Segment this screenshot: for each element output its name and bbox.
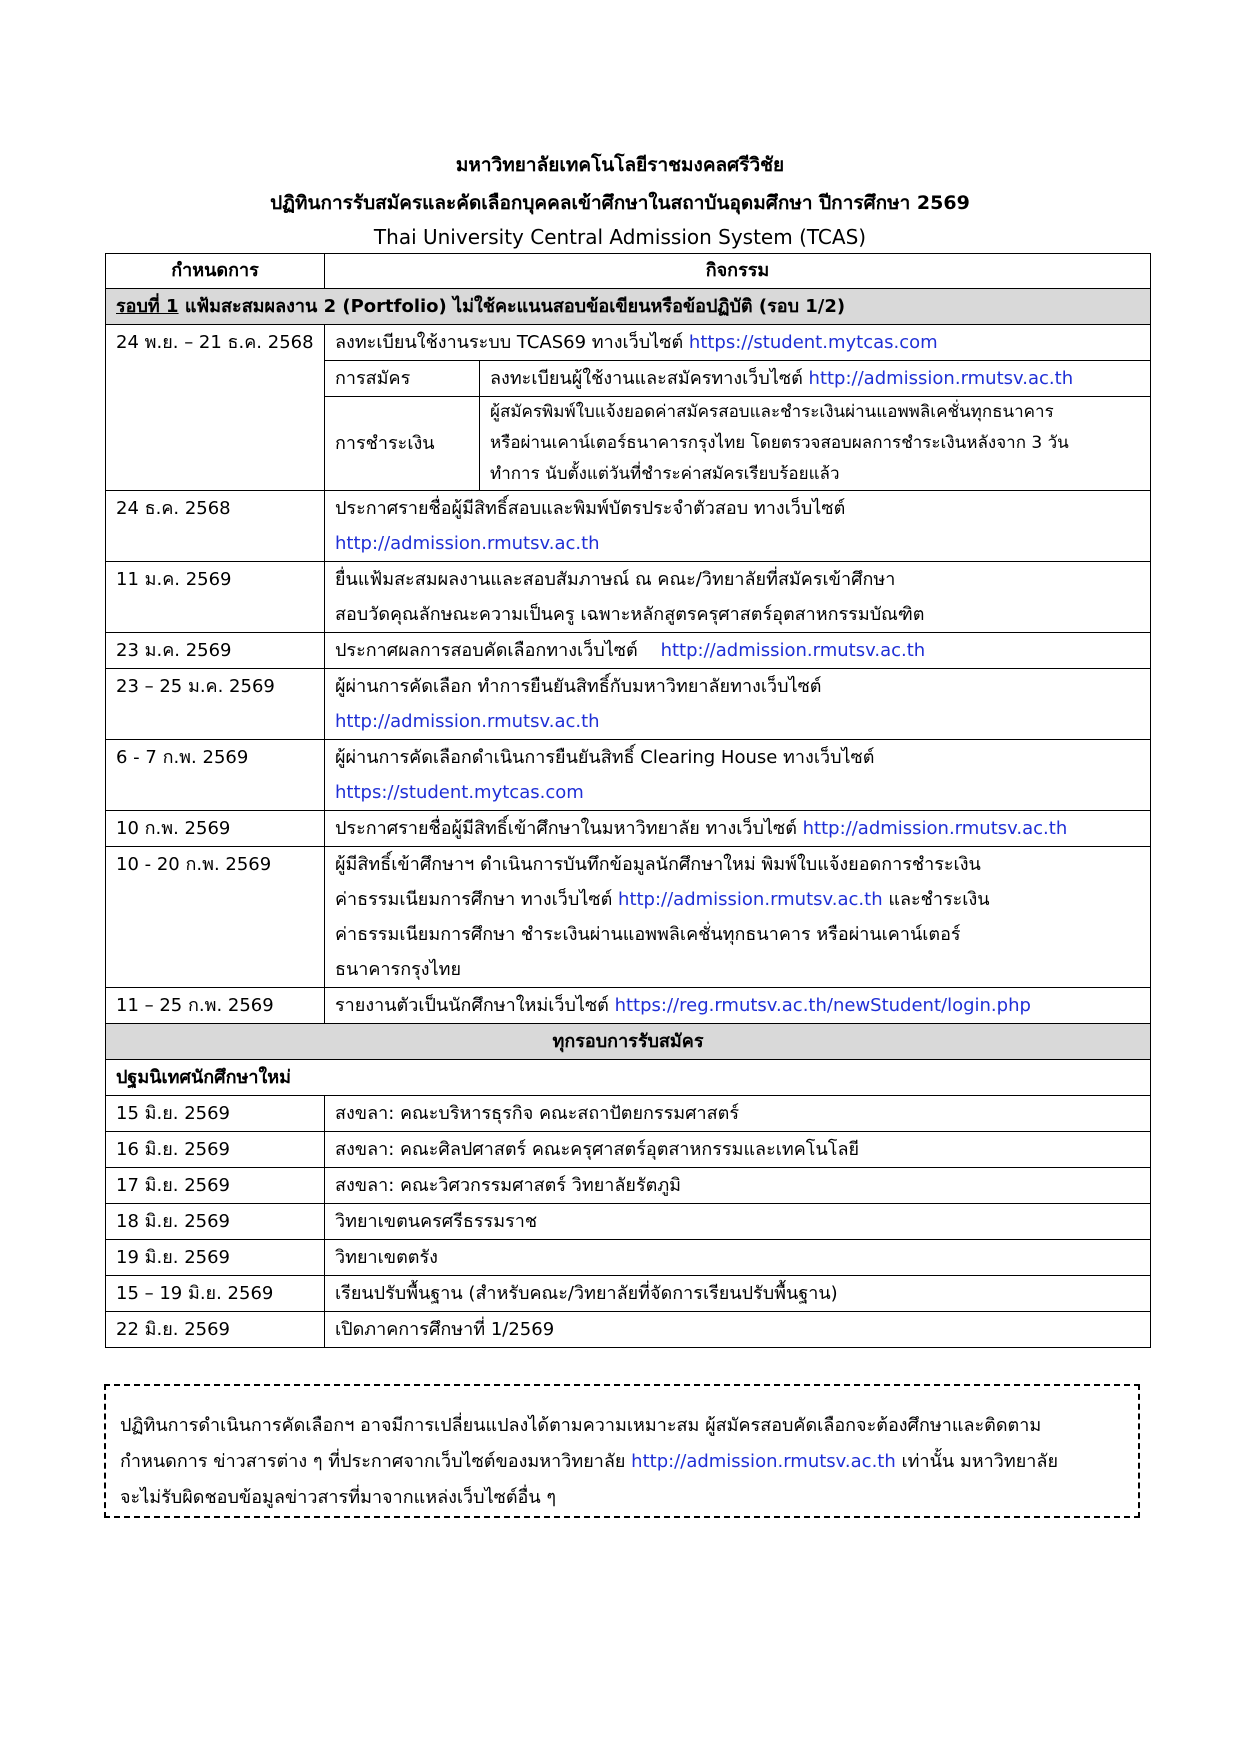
row-text: ผู้ผ่านการคัดเลือกดำเนินการยืนยันสิทธิ์ Clearing House ทางเว็บไซต์: [335, 747, 875, 768]
row-activity: [325, 633, 1151, 669]
note-text: เท่านั้น มหาวิทยาลัย: [895, 1451, 1058, 1472]
calendar-title: ปฏิทินการรับสมัครและคัดเลือกบุคคลเข้าศึกษาในสถาบันอุดมศึกษา ปีการศึกษา 2569: [270, 192, 970, 214]
table-row: [106, 1312, 1151, 1348]
table-row: [106, 1276, 1151, 1312]
payment-line: ผู้สมัครพิมพ์ใบแจ้งยอดค่าสมัครสอบและชำระเงินผ่านแอพพลิเคชั่นทุกธนาคาร: [490, 402, 1054, 422]
column-header-activity: กิจกรรม: [325, 254, 1151, 289]
table-row: [106, 562, 1151, 633]
row-text: ประกาศผลการสอบคัดเลือกทางเว็บไซต์: [335, 640, 661, 661]
row-text-part: และชำระเงิน: [882, 889, 990, 910]
row-date: 10 ก.พ. 2569: [106, 811, 325, 847]
row-date: 10 - 20 ก.พ. 2569: [106, 847, 325, 988]
note-line: [120, 1444, 1124, 1480]
row-activity: [325, 562, 1151, 633]
table-row: [106, 1132, 1151, 1168]
orientation-band: [106, 1060, 1151, 1096]
mytcas-link[interactable]: https://student.mytcas.com: [688, 332, 938, 353]
row-activity: [325, 988, 1151, 1024]
row-activity: สงขลา: คณะบริหารธุรกิจ คณะสถาปัตยกรรมศาสตร์: [325, 1096, 1151, 1132]
admission-link[interactable]: http://admission.rmutsv.ac.th: [335, 533, 600, 554]
row-date: 15 มิ.ย. 2569: [106, 1096, 325, 1132]
row-activity: วิทยาเขตนครศรีธรรมราช: [325, 1204, 1151, 1240]
row-text: ยื่นแฟ้มสะสมผลงานและสอบสัมภาษณ์ ณ คณะ/วิทยาลัยที่สมัครเข้าศึกษา: [335, 569, 896, 590]
admission-link[interactable]: http://admission.rmutsv.ac.th: [618, 889, 883, 910]
table-row: [106, 1096, 1151, 1132]
note-line: ปฏิทินการดำเนินการคัดเลือกฯ อาจมีการเปลี่ยนแปลงได้ตามความเหมาะสม ผู้สมัครสอบคัดเลือกจะต้องศึกษาและติดตาม: [120, 1415, 1042, 1436]
table-header-row: [106, 254, 1151, 289]
sub-activity-payment: [480, 397, 1151, 491]
row-text: ประกาศรายชื่อผู้มีสิทธิ์สอบและพิมพ์บัตรประจำตัวสอบ ทางเว็บไซต์: [335, 498, 846, 519]
row-text: ผู้มีสิทธิ์เข้าศึกษาฯ ดำเนินการบันทึกข้อมูลนักศึกษาใหม่ พิมพ์ใบแจ้งยอดการชำระเงิน: [335, 854, 981, 875]
row-date: 11 – 25 ก.พ. 2569: [106, 988, 325, 1024]
admission-link[interactable]: http://admission.rmutsv.ac.th: [660, 640, 926, 661]
row-text: รายงานตัวเป็นนักศึกษาใหม่เว็บไซต์: [335, 995, 615, 1016]
row-activity: [325, 325, 1151, 361]
table-row: [106, 1168, 1151, 1204]
row-date: 11 ม.ค. 2569: [106, 562, 325, 633]
round1-band: [106, 289, 1151, 325]
row-activity: เรียนปรับพื้นฐาน (สำหรับคณะ/วิทยาลัยที่จัดการเรียนปรับพื้นฐาน): [325, 1276, 1151, 1312]
row-text: สอบวัดคุณลักษณะความเป็นครู เฉพาะหลักสูตรครุศาสตร์อุตสาหกรรมบัณฑิต: [335, 604, 925, 625]
row-activity: สงขลา: คณะศิลปศาสตร์ คณะครุศาสตร์อุตสาหกรรมและเทคโนโลยี: [325, 1132, 1151, 1168]
row-date: 23 – 25 ม.ค. 2569: [106, 669, 325, 740]
round1-label: รอบที่ 1: [116, 296, 179, 317]
round1-desc: แฟ้มสะสมผลงาน 2 (Portfolio) ไม่ใช้คะแนนสอบข้อเขียนหรือข้อปฏิบัติ (รอบ 1/2): [178, 296, 846, 317]
note-line: จะไม่รับผิดชอบข้อมูลข่าวสารที่มาจากแหล่งเว็บไซต์อื่น ๆ: [120, 1487, 557, 1508]
table-row: [106, 325, 1151, 361]
table-row: [106, 1240, 1151, 1276]
row-activity: [325, 669, 1151, 740]
table-row: [106, 811, 1151, 847]
row-text: ลงทะเบียนใช้งานระบบ TCAS69 ทางเว็บไซต์: [335, 332, 689, 353]
row-activity: วิทยาเขตตรัง: [325, 1240, 1151, 1276]
orientation-title: ปฐมนิเทศนักศึกษาใหม่: [106, 1060, 1151, 1096]
tcas-title: Thai University Central Admission System (TCAS): [373, 225, 867, 249]
row-activity: สงขลา: คณะวิศวกรรมศาสตร์ วิทยาลัยรัตภูมิ: [325, 1168, 1151, 1204]
disclaimer-note: [104, 1384, 1140, 1518]
table-row: [106, 491, 1151, 562]
row-date: 24 พ.ย. – 21 ธ.ค. 2568: [106, 325, 325, 491]
row-date: 18 มิ.ย. 2569: [106, 1204, 325, 1240]
table-row: [106, 988, 1151, 1024]
university-name: มหาวิทยาลัยเทคโนโลยีราชมงคลศรีวิชัย: [455, 154, 785, 176]
mytcas-link[interactable]: https://student.mytcas.com: [335, 782, 584, 803]
row-date: 15 – 19 มิ.ย. 2569: [106, 1276, 325, 1312]
row-text: ลงทะเบียนผู้ใช้งานและสมัครทางเว็บไซต์: [490, 368, 809, 389]
row-text: ผู้ผ่านการคัดเลือก ทำการยืนยันสิทธิ์กับมหาวิทยาลัยทางเว็บไซต์: [335, 676, 822, 697]
admission-link[interactable]: http://admission.rmutsv.ac.th: [335, 711, 600, 732]
row-date: 6 - 7 ก.พ. 2569: [106, 740, 325, 811]
payment-line: หรือผ่านเคาน์เตอร์ธนาคารกรุงไทย โดยตรวจสอบผลการชำระเงินหลังจาก 3 วัน: [490, 433, 1069, 453]
row-activity: [325, 740, 1151, 811]
row-date: 23 ม.ค. 2569: [106, 633, 325, 669]
row-activity: เปิดภาคการศึกษาที่ 1/2569: [325, 1312, 1151, 1348]
table-row: [106, 847, 1151, 988]
row-text: ธนาคารกรุงไทย: [335, 959, 462, 980]
table-row: [106, 669, 1151, 740]
row-date: 24 ธ.ค. 2568: [106, 491, 325, 562]
row-activity: [325, 847, 1151, 988]
reg-newstudent-link[interactable]: https://reg.rmutsv.ac.th/newStudent/login.php: [614, 995, 1031, 1016]
admission-link[interactable]: http://admission.rmutsv.ac.th: [808, 368, 1074, 389]
row-text-part: ค่าธรรมเนียมการศึกษา ทางเว็บไซต์: [335, 889, 619, 910]
row-date: 17 มิ.ย. 2569: [106, 1168, 325, 1204]
all-rounds-title: ทุกรอบการรับสมัคร: [106, 1024, 1151, 1060]
admission-link[interactable]: http://admission.rmutsv.ac.th: [631, 1451, 896, 1472]
row-date: 19 มิ.ย. 2569: [106, 1240, 325, 1276]
round1-title: [106, 289, 1151, 325]
sub-label-apply: การสมัคร: [325, 361, 480, 397]
row-activity: [325, 811, 1151, 847]
row-date: 16 มิ.ย. 2569: [106, 1132, 325, 1168]
admission-calendar-table: [105, 253, 1151, 1348]
table-row: [106, 633, 1151, 669]
table-row: [106, 1204, 1151, 1240]
payment-line: ทำการ นับตั้งแต่วันที่ชำระค่าสมัครเรียบร้อยแล้ว: [490, 464, 840, 484]
table-row: [106, 740, 1151, 811]
row-text: [335, 882, 1140, 917]
sub-label-payment: การชำระเงิน: [325, 397, 480, 491]
sub-activity-apply: [480, 361, 1151, 397]
row-text: ประกาศรายชื่อผู้มีสิทธิ์เข้าศึกษาในมหาวิทยาลัย ทางเว็บไซต์: [335, 818, 803, 839]
note-text: กำหนดการ ข่าวสารต่าง ๆ ที่ประกาศจากเว็บไซต์ของมหาวิทยาลัย: [120, 1451, 632, 1472]
all-rounds-band: [106, 1024, 1151, 1060]
column-header-date: กำหนดการ: [106, 254, 325, 289]
admission-link[interactable]: http://admission.rmutsv.ac.th: [802, 818, 1068, 839]
row-text: ค่าธรรมเนียมการศึกษา ชำระเงินผ่านแอพพลิเคชั่นทุกธนาคาร หรือผ่านเคาน์เตอร์: [335, 924, 961, 945]
row-activity: [325, 491, 1151, 562]
row-date: 22 มิ.ย. 2569: [106, 1312, 325, 1348]
